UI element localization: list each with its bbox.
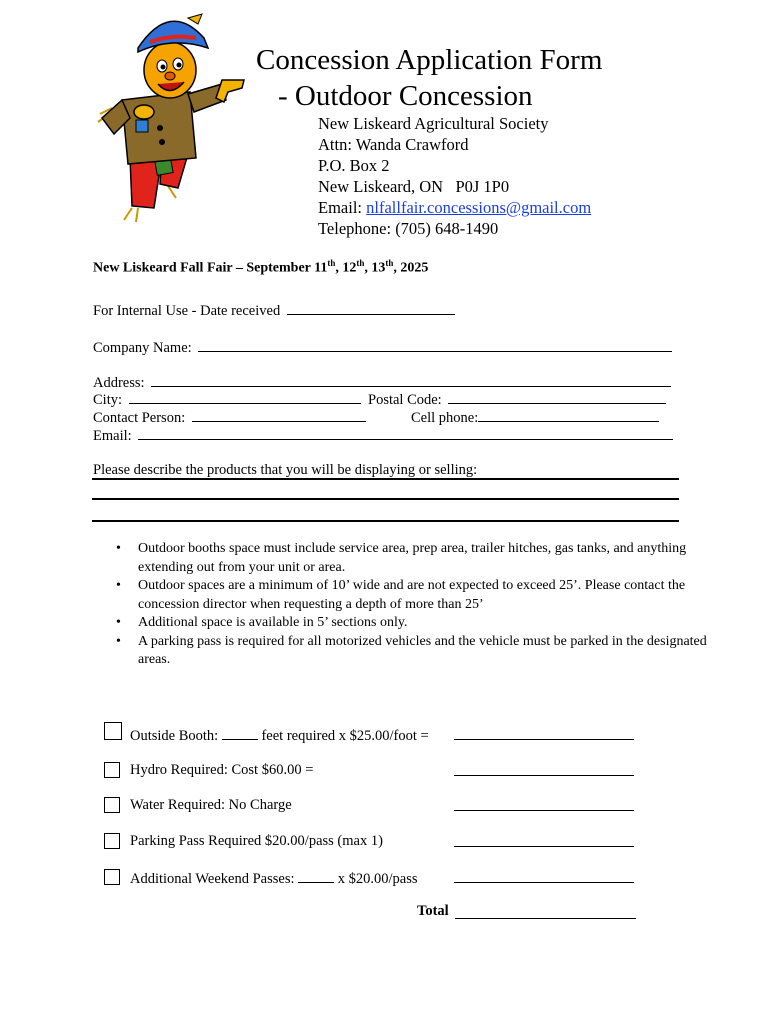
outside-booth-label: Outside Booth:	[130, 728, 219, 744]
fair-dates-suffix: , 2025	[393, 260, 429, 276]
title-line-1: Concession Application Form	[256, 44, 603, 76]
date-received-field[interactable]	[287, 301, 455, 315]
water-checkbox[interactable]	[104, 797, 120, 813]
po-box: P.O. Box 2	[318, 156, 390, 175]
email-row	[93, 426, 673, 445]
total-amount-field[interactable]	[455, 918, 636, 919]
postal-row	[368, 390, 666, 409]
parking-checkbox[interactable]	[104, 833, 120, 849]
describe-line-2[interactable]	[92, 498, 679, 500]
bullet-text: A parking pass is required for all motorized vehicles and the vehicle must be parked in the designated areas.	[138, 633, 707, 667]
city-field[interactable]	[129, 390, 361, 404]
total-row	[417, 903, 449, 920]
email-label: Email:	[318, 198, 367, 217]
scarecrow-mascot-image	[92, 8, 252, 228]
list-item	[116, 614, 708, 633]
address-field[interactable]	[151, 373, 671, 387]
internal-use-label: For Internal Use - Date received	[93, 303, 281, 319]
rules-list	[112, 540, 708, 670]
fair-dates-sep-1: , 12	[335, 260, 357, 276]
city-label: City:	[93, 392, 123, 408]
city-row	[93, 390, 361, 409]
sup-2: th	[356, 258, 365, 268]
cell-phone-field[interactable]	[478, 408, 659, 422]
contact-label: Contact Person:	[93, 410, 186, 426]
bullet-text: Additional space is available in 5’ sections only.	[138, 615, 408, 630]
water-label: Water Required: No Charge	[130, 797, 292, 813]
outside-booth-row	[130, 726, 429, 745]
weekend-passes-label: Additional Weekend Passes:	[130, 871, 295, 887]
contact-person-field[interactable]	[192, 408, 366, 422]
contact-address-block	[318, 113, 591, 239]
company-label: Company Name:	[93, 340, 192, 356]
cell-row	[411, 408, 659, 427]
describe-line-1[interactable]	[92, 478, 679, 480]
weekend-passes-qty-field[interactable]	[298, 869, 334, 883]
total-label: Total	[417, 903, 449, 919]
postal-code-field[interactable]	[448, 390, 666, 404]
weekend-passes-amount-field[interactable]	[454, 882, 634, 883]
email-field[interactable]	[138, 426, 673, 440]
sup-3: th	[385, 258, 394, 268]
water-amount-field[interactable]	[454, 810, 634, 811]
outside-booth-checkbox[interactable]	[104, 722, 122, 740]
fair-dates-sep-2: , 13	[364, 260, 386, 276]
bullet-text: Outdoor booths space must include service area, prep area, trailer hitches, gas tanks, and anything extending out from your unit or area.	[138, 541, 687, 575]
hydro-label: Hydro Required: Cost $60.00 =	[130, 762, 314, 778]
hydro-checkbox[interactable]	[104, 762, 120, 778]
weekend-passes-checkbox[interactable]	[104, 869, 120, 885]
attn-line: Attn: Wanda Crawford	[318, 135, 469, 154]
bullet-icon: •	[116, 615, 121, 630]
outside-booth-rate: feet required x $25.00/foot =	[261, 728, 429, 744]
contact-row	[93, 408, 366, 427]
bullet-icon: •	[116, 541, 121, 556]
fair-dates-text: New Liskeard Fall Fair – September 11	[93, 260, 328, 276]
bullet-text: Outdoor spaces are a minimum of 10’ wide and are not expected to exceed 25’. Please contact the concession director when requesting a depth of more than 25’	[138, 578, 686, 612]
describe-label: Please describe the products that you will be displaying or selling:	[93, 462, 478, 478]
org-name: New Liskeard Agricultural Society	[318, 114, 549, 133]
email-line	[318, 197, 591, 218]
fair-dates-heading	[93, 258, 428, 277]
bullet-icon: •	[116, 633, 121, 649]
bullet-icon: •	[116, 578, 121, 593]
parking-amount-field[interactable]	[454, 846, 634, 847]
email-field-label: Email:	[93, 428, 132, 444]
city-line: New Liskeard, ON P0J 1P0	[318, 177, 510, 196]
company-row	[93, 338, 672, 357]
describe-line-3[interactable]	[92, 520, 679, 522]
title-line-2: - Outdoor Concession	[278, 80, 533, 112]
weekend-passes-rate: x $20.00/pass	[337, 871, 418, 887]
booth-feet-field[interactable]	[222, 726, 258, 740]
phone-line: Telephone: (705) 648-1490	[318, 219, 499, 238]
address-label: Address:	[93, 375, 145, 391]
cell-label: Cell phone:	[411, 410, 479, 426]
internal-use-row	[93, 301, 455, 320]
postal-label: Postal Code:	[368, 392, 442, 408]
parking-label: Parking Pass Required $20.00/pass (max 1)	[130, 833, 383, 849]
company-name-field[interactable]	[198, 338, 672, 352]
sup-1: th	[327, 258, 336, 268]
list-item	[116, 577, 708, 614]
hydro-amount-field[interactable]	[454, 775, 634, 776]
email-link[interactable]: nlfallfair.concessions@gmail.com	[366, 198, 592, 217]
list-item	[116, 633, 708, 670]
outside-booth-amount-field[interactable]	[454, 739, 634, 740]
list-item	[116, 540, 708, 577]
page-title	[256, 42, 602, 114]
weekend-passes-row	[130, 869, 417, 888]
